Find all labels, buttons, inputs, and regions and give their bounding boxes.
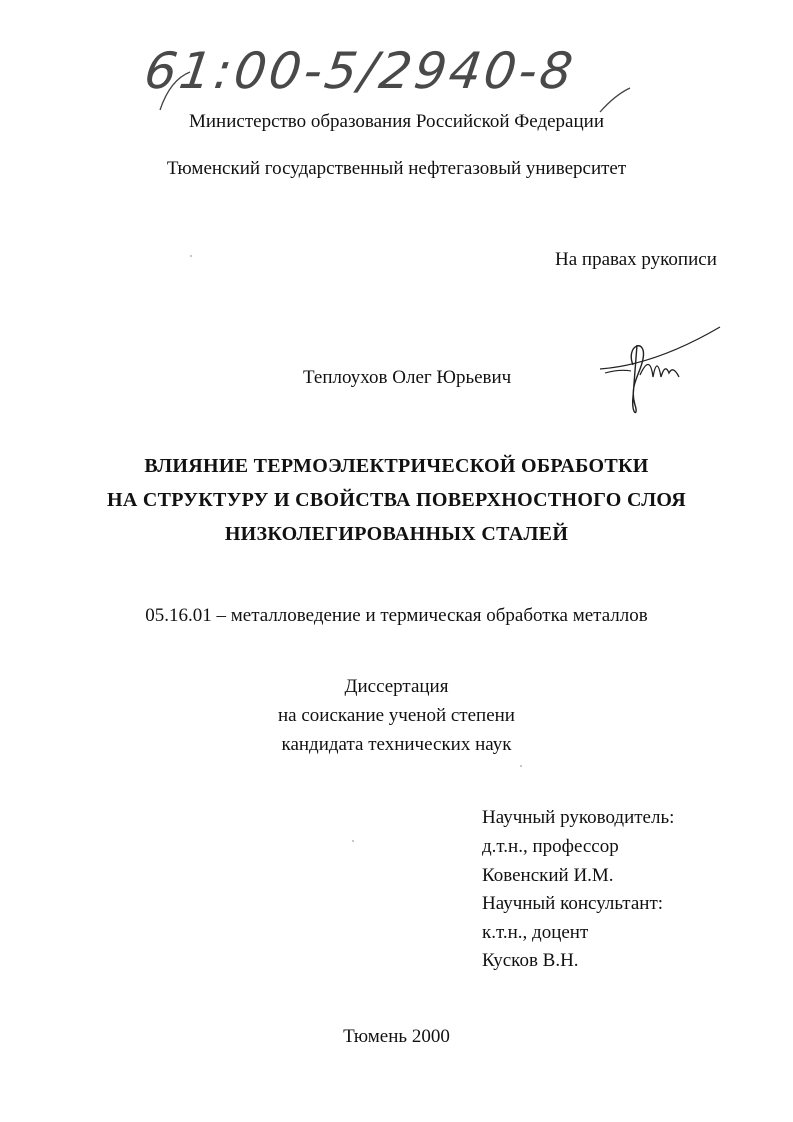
degree-line-2: кандидата технических наук: [281, 734, 512, 755]
author-name: Теплоухов Олег Юрьевич: [303, 367, 512, 388]
advisor-name: Ковенский И.М.: [482, 865, 614, 886]
scan-speck: [352, 840, 354, 842]
advisor-title: д.т.н., профессор: [482, 836, 619, 857]
title-line-1: ВЛИЯНИЕ ТЕРМОЭЛЕКТРИЧЕСКОЙ ОБРАБОТКИ: [144, 455, 649, 477]
degree-line-1: на соискание ученой степени: [278, 705, 515, 726]
author-signature-icon: [595, 325, 725, 420]
specialty-code: 05.16.01 – металловедение и термическая обработка металлов: [145, 605, 648, 626]
consultant-name: Кусков В.Н.: [482, 950, 579, 971]
city-year: Тюмень 2000: [343, 1026, 450, 1047]
manuscript-rights: На правах рукописи: [555, 249, 717, 270]
dissertation-label: Диссертация: [344, 676, 449, 697]
ministry-name: Министерство образования Российской Федерации: [189, 111, 604, 132]
title-line-3: НИЗКОЛЕГИРОВАННЫХ СТАЛЕЙ: [224, 523, 569, 545]
archive-code-text: 61:00-5/2940-8: [140, 42, 579, 100]
consultant-title: к.т.н., доцент: [482, 922, 589, 943]
scan-speck: [520, 765, 522, 767]
title-line-2: НА СТРУКТУРУ И СВОЙСТВА ПОВЕРХНОСТНОГО СЛОЯ: [106, 489, 687, 511]
university-name: Тюменский государственный нефтегазовый университет: [166, 158, 627, 179]
consultant-heading: Научный консультант:: [482, 893, 664, 914]
advisor-heading: Научный руководитель:: [482, 807, 675, 828]
scan-speck: [190, 255, 192, 257]
